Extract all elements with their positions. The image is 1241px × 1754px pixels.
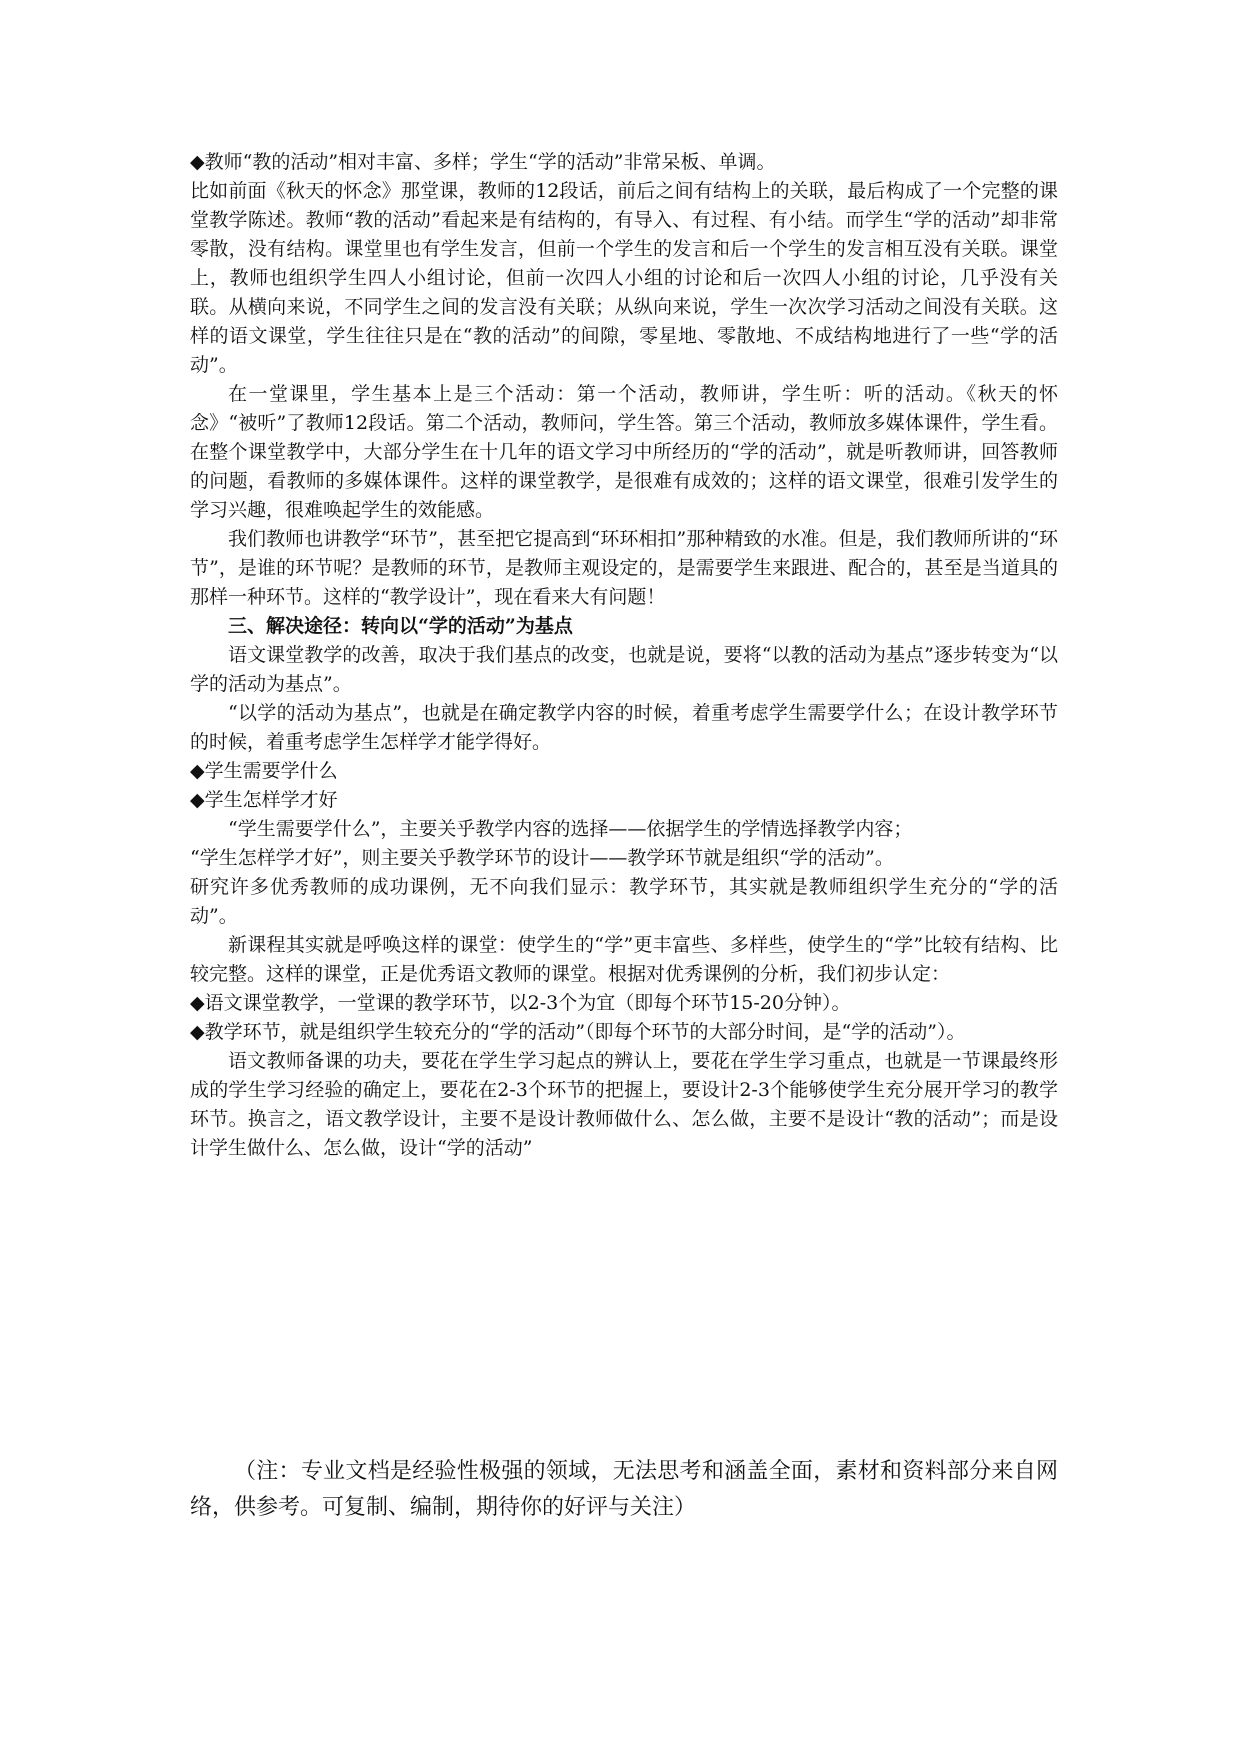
bullet-organize-activity: ◆教学环节，就是组织学生较充分的“学的活动”（即每个环节的大部分时间，是“学的活动”）。 xyxy=(190,1021,966,1043)
bullet-teacher-vs-student-activity: ◆教师“教的活动”相对丰富、多样；学生“学的活动”非常呆板、单调。 xyxy=(190,151,776,173)
section-heading-solution: 三、解决途径：转向以“学的活动”为基点 xyxy=(228,615,573,637)
paragraph-link-design: “学生怎样学才好”，则主要关乎教学环节的设计——教学环节就是组织“学的活动”。 xyxy=(190,847,894,869)
paragraph-three-activities: 在一堂课里，学生基本上是三个活动：第一个活动，教师讲，学生听：听的活动。《秋天的怀念》“被听”了教师12段话。第二个活动，教师问，学生答。第三个活动，教师放多媒体课件，学生看。在整个课堂教学中，大部分学生在十几年的语文学习中所经历的“学的活动”，就是听教师讲，回答教师的问题，看教师的多媒体课件。这样的课堂教学，是很难有成效的；这样的语文课堂，很难引发学生的学习兴趣，很难唤起学生的效能感。 xyxy=(190,383,1058,521)
bullet-two-three-links: ◆语文课堂教学，一堂课的教学环节，以2-3个为宜（即每个环节15-20分钟）。 xyxy=(190,992,851,1014)
paragraph-content-selection: “学生需要学什么”，主要关乎教学内容的选择——依据学生的学情选择教学内容； xyxy=(228,818,913,840)
footer-note: （注：专业文档是经验性极强的领域，无法思考和涵盖全面，素材和资料部分来自网络，供参考。可复制、编制，期待你的好评与关注） xyxy=(190,1459,1058,1520)
paragraph-lesson-preparation: 语文教师备课的功夫，要花在学生学习起点的辨认上，要花在学生学习重点，也就是一节课最终形成的学生学习经验的确定上，要花在2-3个环节的把握上，要设计2-3个能够使学生充分展开学习的教学环节。换言之，语文教学设计，主要不是设计教师做什么、怎么做，主要不是设计“教的活动”；而是设计学生做什么、怎么做，设计“学的活动” xyxy=(190,1050,1058,1159)
paragraph-example-autumn-lesson: 比如前面《秋天的怀念》那堂课，教师的12段话，前后之间有结构上的关联，最后构成了一个完整的课堂教学陈述。教师“教的活动”看起来是有结构的，有导入、有过程、有小结。而学生“学的活动”却非常零散，没有结构。课堂里也有学生发言，但前一个学生的发言和后一个学生的发言相互没有关联。课堂上，教师也组织学生四人小组讨论，但前一次四人小组的讨论和后一次四人小组的讨论，几乎没有关联。从横向来说，不同学生之间的发言没有关联；从纵向来说，学生一次次学习活动之间没有关联。这样的语文课堂，学生往往只是在“教的活动”的间隙，零星地、零散地、不成结构地进行了一些“学的活动”。 xyxy=(190,180,1058,376)
bullet-how-to-learn: ◆学生怎样学才好 xyxy=(190,789,338,811)
paragraph-learning-activity-base: “以学的活动为基点”，也就是在确定教学内容的时候，着重考虑学生需要学什么；在设计教学环节的时候，着重考虑学生怎样学才能学得好。 xyxy=(190,702,1058,753)
bullet-what-to-learn: ◆学生需要学什么 xyxy=(190,760,338,782)
document-body xyxy=(190,148,1058,1163)
paragraph-successful-cases: 研究许多优秀教师的成功课例，无不向我们显示：教学环节，其实就是教师组织学生充分的“学的活动”。 xyxy=(190,876,1058,927)
paragraph-new-curriculum: 新课程其实就是呼唤这样的课堂：使学生的“学”更丰富些、多样些，使学生的“学”比较有结构、比较完整。这样的课堂，正是优秀语文教师的课堂。根据对优秀课例的分析，我们初步认定： xyxy=(190,934,1058,985)
paragraph-teaching-links: 我们教师也讲教学“环节”，甚至把它提高到“环环相扣”那种精致的水准。但是，我们教师所讲的“环节”，是谁的环节呢？是教师的环节，是教师主观设定的，是需要学生来跟进、配合的，甚至是当道具的那样一种环节。这样的“教学设计”，现在看来大有问题！ xyxy=(190,528,1058,608)
paragraph-change-base-point: 语文课堂教学的改善，取决于我们基点的改变，也就是说，要将“以教的活动为基点”逐步转变为“以学的活动为基点”。 xyxy=(190,644,1058,695)
